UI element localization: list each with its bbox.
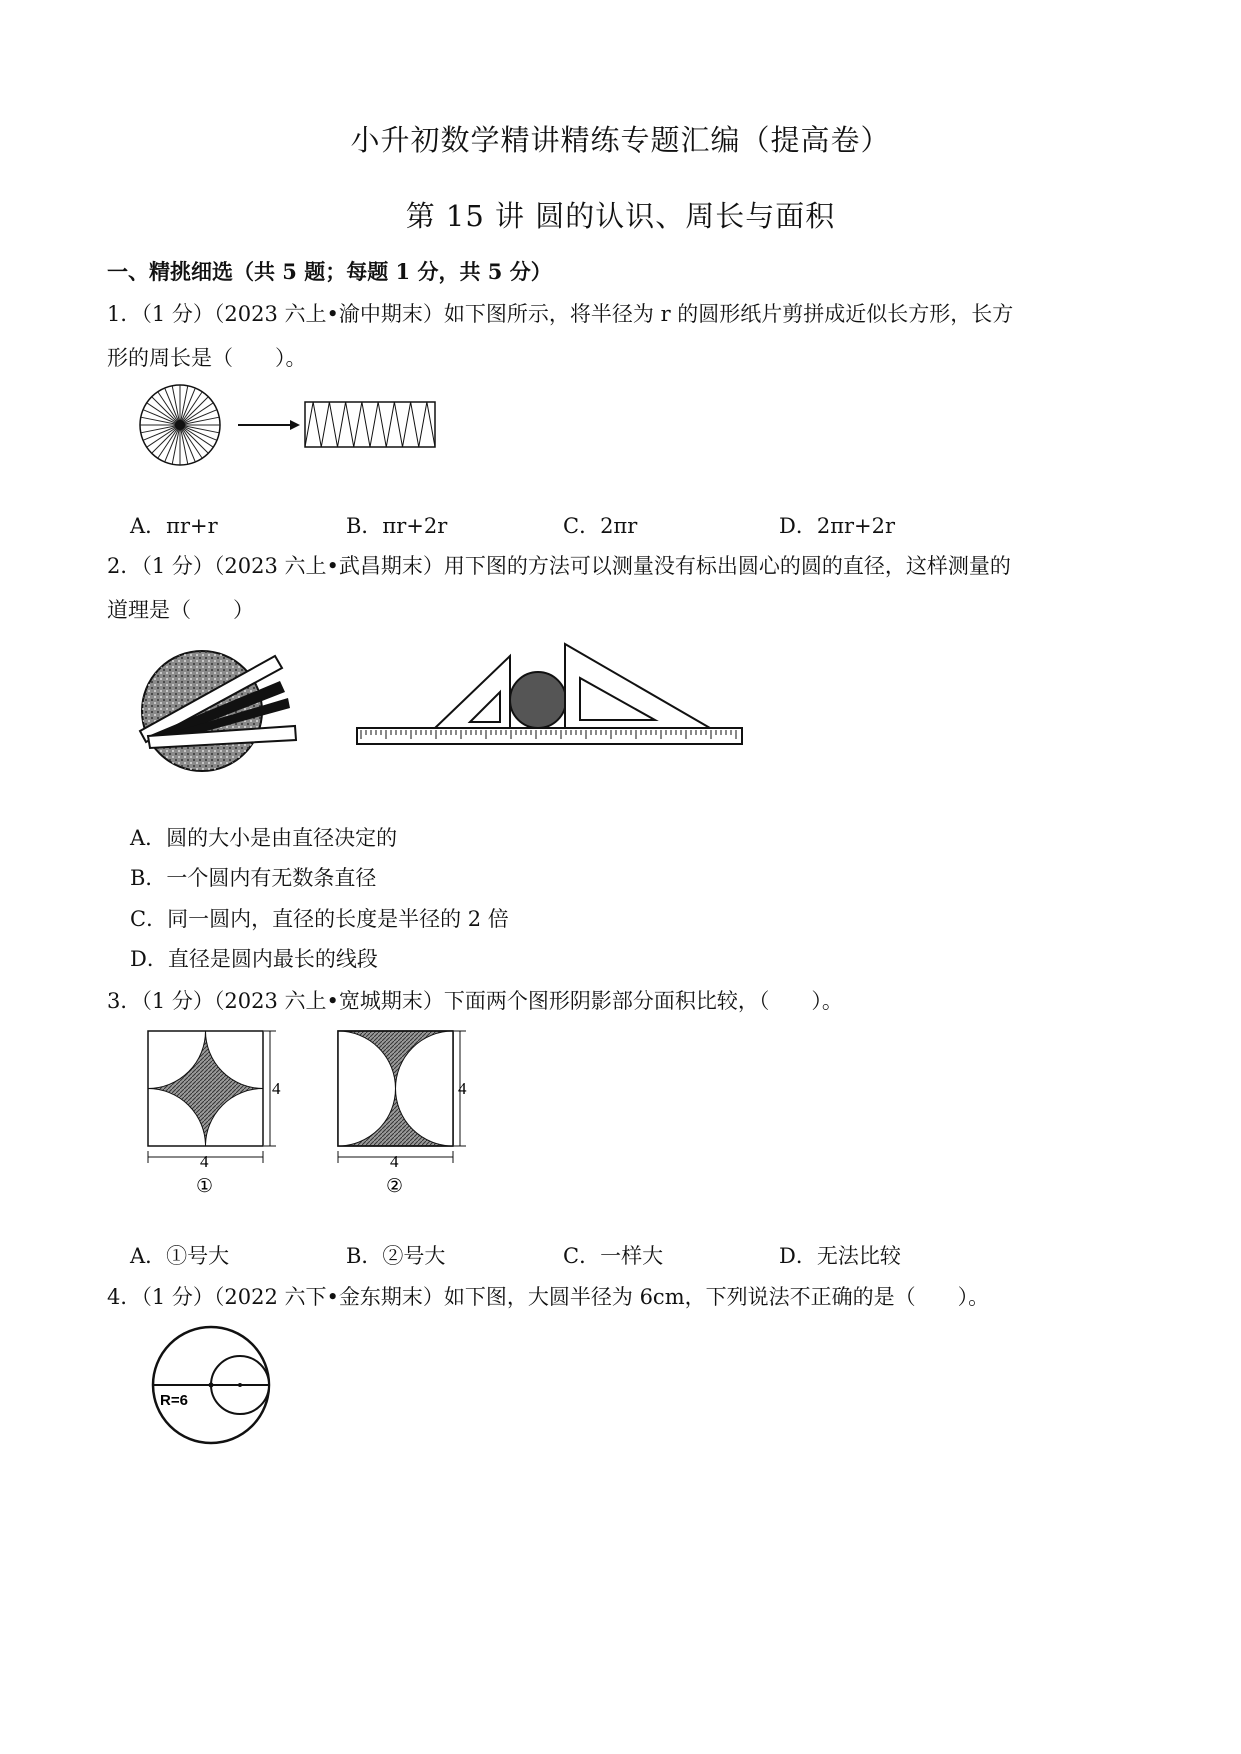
q2-text-line1: 2．（1 分）（2023 六上•武昌期末）用下图的方法可以测量没有标出圆心的圆的直径，这样测量的 xyxy=(107,554,1011,578)
q3-figure-1 xyxy=(140,1025,290,1195)
q1-figure xyxy=(130,380,450,480)
q3-fig2-number: ② xyxy=(386,1175,404,1197)
q3-option-c[interactable]: C．一样大 xyxy=(563,1244,664,1268)
q3-option-d[interactable]: D．无法比较 xyxy=(779,1244,901,1268)
q3-fig2-bottom-label: 4 xyxy=(390,1152,399,1171)
q2-option-c[interactable]: C．同一圆内，直径的长度是半径的 2 倍 xyxy=(130,907,509,931)
document-title: 小升初数学精讲精练专题汇编（提高卷） xyxy=(350,123,891,157)
q1-option-d[interactable]: D．2πr+2r xyxy=(779,514,896,538)
q1-text-line2: 形的周长是（ ）。 xyxy=(107,346,307,370)
q3-option-a[interactable]: A．①号大 xyxy=(130,1244,230,1268)
q2-figure-rulers xyxy=(130,636,310,786)
lesson-title: 第 15 讲 圆的认识、周长与面积 xyxy=(405,199,836,233)
q3-fig1-number: ① xyxy=(196,1175,214,1197)
q1-option-c[interactable]: C．2πr xyxy=(563,514,638,538)
q2-text-line2: 道理是（ ） xyxy=(107,598,254,622)
q2-option-b[interactable]: B．一个圆内有无数条直径 xyxy=(130,866,377,890)
q3-fig1-side-label: 4 xyxy=(272,1079,281,1098)
q1-text-line1: 1．（1 分）（2023 六上•渝中期末）如下图所示，将半径为 r 的圆形纸片剪拼成近似长方形，长方 xyxy=(107,302,1014,326)
q1-sector-circle xyxy=(140,385,220,465)
q4-radius-label: R=6 xyxy=(160,1392,188,1409)
q2-option-a[interactable]: A．圆的大小是由直径决定的 xyxy=(130,826,398,850)
q1-approx-rectangle xyxy=(305,402,435,447)
q3-fig2-side-label: 4 xyxy=(458,1079,467,1098)
q2-option-d[interactable]: D．直径是圆内最长的线段 xyxy=(130,947,378,971)
q3-figure-2 xyxy=(330,1025,480,1195)
q3-option-b[interactable]: B．②号大 xyxy=(346,1244,446,1268)
section-heading: 一、精挑细选（共 5 题；每题 1 分，共 5 分） xyxy=(107,259,552,284)
q4-figure xyxy=(148,1325,278,1450)
q1-option-a[interactable]: A．πr+r xyxy=(130,514,218,538)
q2-figure-triangles xyxy=(355,640,750,750)
q3-text-line1: 3．（1 分）（2023 六上•宽城期末）下面两个图形阴影部分面积比较，（ ）。 xyxy=(107,989,843,1013)
q4-text-line1: 4．（1 分）（2022 六下•金东期末）如下图，大圆半径为 6cm，下列说法不正确的是（ ）。 xyxy=(107,1285,990,1309)
q3-fig1-bottom-label: 4 xyxy=(200,1152,209,1171)
q1-option-b[interactable]: B．πr+2r xyxy=(346,514,448,538)
